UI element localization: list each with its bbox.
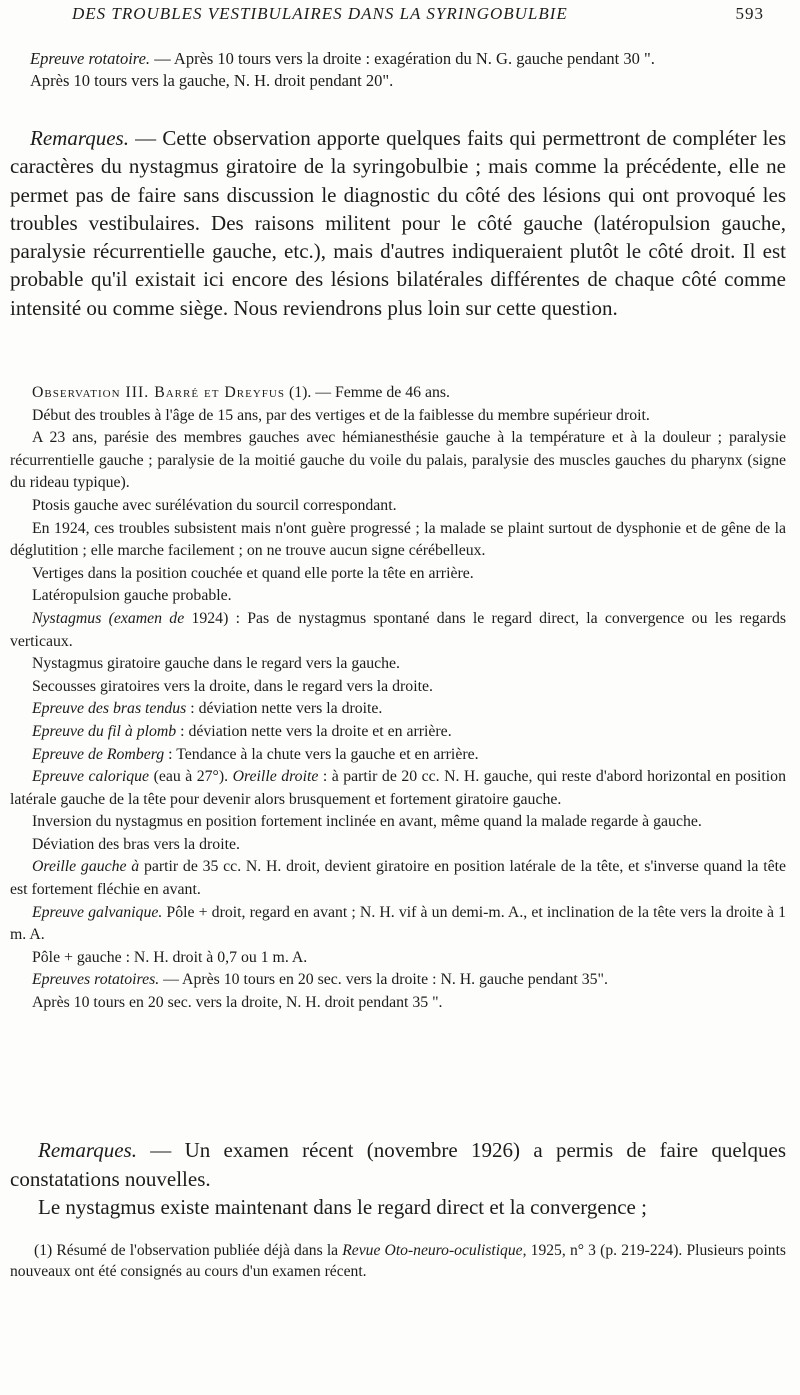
remarks-label: Remarques. [30,126,129,150]
page-number: 593 [735,4,764,23]
observation-iii [10,382,786,1015]
remarks-section-1 [10,124,786,322]
obs-paragraph-ptosis: Ptosis gauche avec surélévation du sourcil correspondant. [32,496,397,514]
obs-paragraph-caloric: Epreuve calorique (eau à 27°). Oreille droite : à partir de 20 cc. N. H. gauche, qui reste d'abord horizontal en position latérale gauche de la tête pour devenir alors brusquement et fortement giratoire gauche. [10,768,786,808]
rotatory-test-text: — Après 10 tours vers la droite : exagération du N. G. gauche pendant 30 ". [150,49,655,68]
obs-paragraph-paresis: A 23 ans, parésie des membres gauches avec hémianesthésie gauche à la température et à la douleur ; paralysie récurrentielle gauche ; paralysie de la moitié gauche du voile du palais, paralysie des muscles gauches du pharynx (signe du rideau typique). [10,429,786,492]
obs-paragraph-romberg: Epreuve de Romberg : Tendance à la chute vers la gauche et en arrière. [32,745,479,763]
obs-paragraph-deviation: Déviation des bras vers la droite. [32,835,240,853]
obs-paragraph-galvanic: Epreuve galvanique. Pôle + droit, regard en avant ; N. H. vif à un demi-m. A., et inclination de la tête vers la droite à 1 m. A. [10,903,786,944]
rotatory-left-line: Après 10 tours vers la gauche, N. H. droit pendant 20". [30,71,394,90]
observation-title [10,382,786,405]
lead-paragraphs [10,48,786,92]
obs-paragraph-plumb-test: Epreuve du fil à plomb : déviation nette vers la droite et en arrière. [32,722,452,740]
obs-paragraph-vertigo: Vertiges dans la position couchée et quand elle porte la tête en arrière. [32,564,474,582]
obs-paragraph-1924: En 1924, ces troubles subsistent mais n'ont guère progressé ; la malade se plaint surtout de dysphonie et de gêne de la déglutition ; elle marche facilement ; on ne trouve aucun signe cérébelleux. [10,519,786,560]
obs-paragraph-arms-test: Epreuve des bras tendus : déviation nette vers la droite. [32,700,383,718]
running-header [28,4,764,28]
rotatory-test-label: Epreuve rotatoire. [30,49,151,68]
obs-paragraph-lateropulsion: Latéropulsion gauche probable. [32,587,232,605]
remarks2-label: Remarques. [38,1138,137,1162]
obs-paragraph-rotatory: Epreuves rotatoires. — Après 10 tours en 20 sec. vers la droite : N. H. gauche pendant 35". [32,971,608,989]
remarks-text: — Cette observation apporte quelques faits qui permettront de compléter les caractères du nystagmus giratoire de la syringobulbie ; mais comme la précédente, elle ne permet pas de faire sans discussion le diagnostic du côté des lésions qui ont provoqué les troubles vestibulaires. Des raisons militent pour le côté gauche (latéropulsion gauche, paralysie récurrentielle gauche, etc.), mais d'autres indiqueraient plutôt le côté droit. Il est probable qu'il existait ici encore des lésions bilatérales différentes de chaque côté comme intensité ou comme siège. Nous reviendrons plus loin sur cette question. [10,126,786,320]
obs-paragraph-giratory-left: Nystagmus giratoire gauche dans le regard vers la gauche. [32,655,401,673]
obs-paragraph-giratory-right: Secousses giratoires vers la droite, dans le regard vers la droite. [32,677,433,695]
remarks-paragraph [10,124,786,322]
running-title: DES TROUBLES VESTIBULAIRES DANS LA SYRINGOBULBIE [72,4,568,23]
journal-name: Revue Oto-neuro-oculistique [342,1242,523,1259]
obs-paragraph-left-ear: Oreille gauche à partir de 35 cc. N. H. droit, devient giratoire en position latérale de la tête, et s'inverse quand la tête est fortement fléchie en avant. [10,858,786,899]
remarks2-paragraph-2: Le nystagmus existe maintenant dans le regard direct et la convergence ; [38,1195,647,1219]
obs-paragraph-pole-left: Pôle + gauche : N. H. droit à 0,7 ou 1 m. A. [32,948,308,966]
observation-heading: Observation III. Barré et Dreyfus [32,384,285,401]
observation-subject: (1). — Femme de 46 ans. [285,384,450,401]
footnote-mark: (1) [34,1242,53,1259]
remarks2-paragraph [10,1136,786,1193]
remarks2-text: — Un examen récent (novembre 1926) a permis de faire quelques constatations nouvelles. [10,1138,786,1191]
obs-paragraph-inversion: Inversion du nystagmus en position fortement inclinée en avant, même quand la malade regarde à gauche. [32,813,702,831]
obs-paragraph-rotatory-2: Après 10 tours en 20 sec. vers la droite, N. H. droit pendant 35 ". [32,994,443,1012]
obs-paragraph-onset: Début des troubles à l'âge de 15 ans, par des vertiges et de la faiblesse du membre supérieur droit. [32,406,650,424]
footnote [10,1240,786,1282]
remarks-section-2 [10,1136,786,1222]
footnote-paragraph: (1) Résumé de l'observation publiée déjà dans la Revue Oto-neuro-oculistique, 1925, n° 3 (p. 219-224). Plusieurs points nouveaux ont été consignés au cours d'un examen récent. [10,1242,786,1280]
rotatory-test-line [10,48,786,70]
obs-paragraph-nystagmus: Nystagmus (examen de 1924) : Pas de nystagmus spontané dans le regard direct, la convergence ou les regards verticaux. [10,609,786,650]
